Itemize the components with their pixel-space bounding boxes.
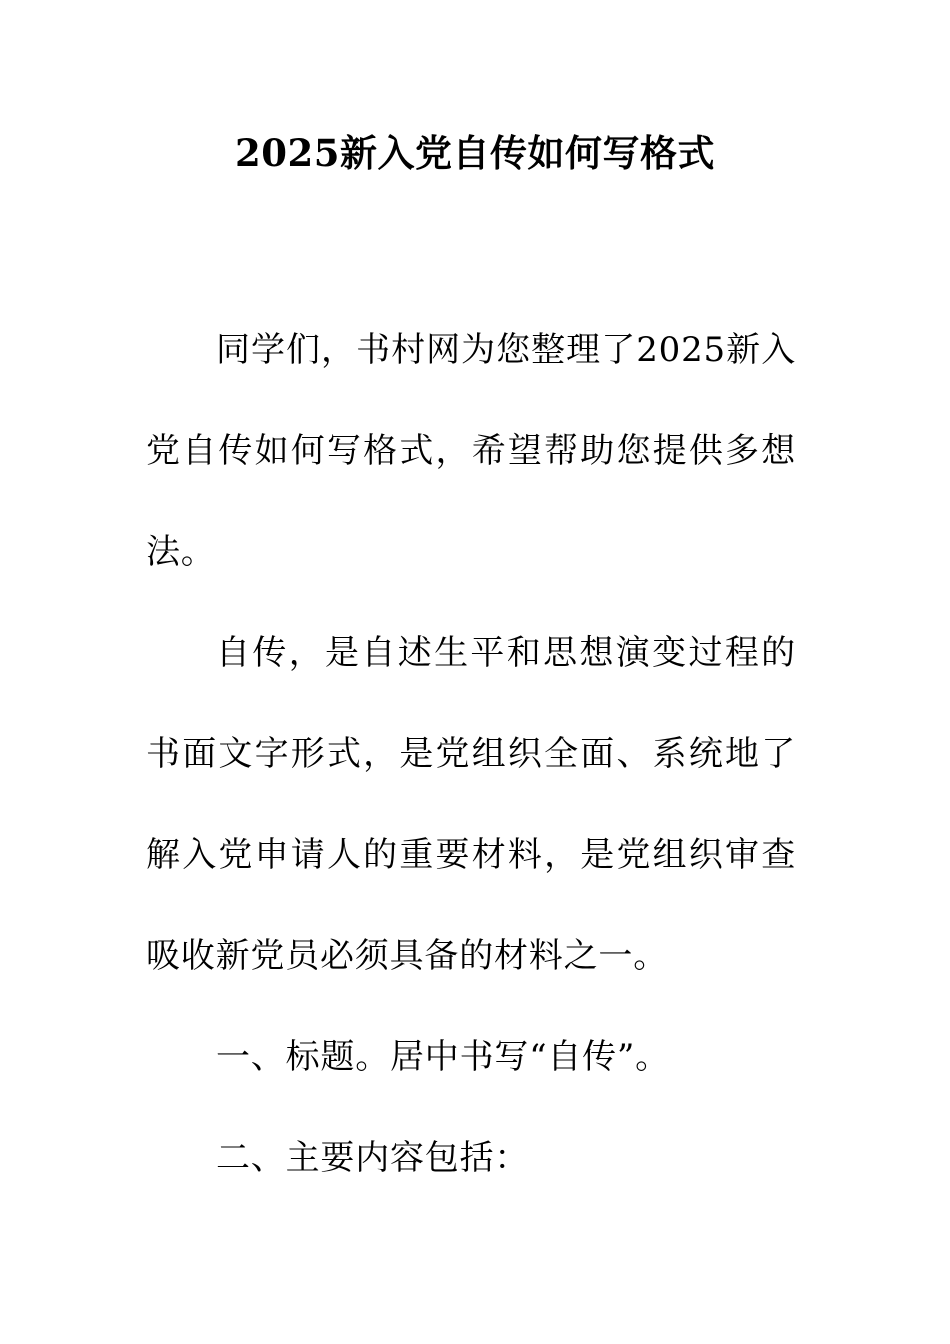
section-heading-title: 一、标题。居中书写“自传”。 bbox=[216, 1037, 670, 1077]
section-heading-content: 二、主要内容包括： bbox=[216, 1138, 530, 1178]
document-body bbox=[146, 300, 796, 1209]
definition-paragraph: 自传，是自述生平和思想演变过程的书面文字形式，是党组织全面、系统地了解入党申请人的重要材料，是党组织审查吸收新党员必须具备的材料之一。 bbox=[146, 633, 796, 976]
intro-paragraph: 同学们，书村网为您整理了2025新入党自传如何写格式，希望帮助您提供多想法。 bbox=[146, 330, 796, 572]
document-title: 2025新入党自传如何写格式 bbox=[235, 131, 715, 175]
